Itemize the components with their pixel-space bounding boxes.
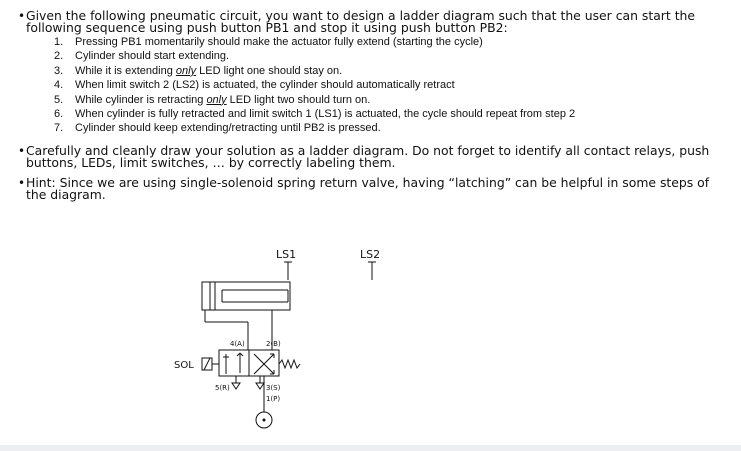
bullet-item-intro [18,8,726,35]
bullet-text: Given the following pneumatic circuit, you want to design a ladder diagram such that the user can start the following sequence using push button PB1 and stop it using push button PB2: [26,8,696,35]
bullet-text: Hint: Since we are using single-solenoid spring return valve, having “latching” can be helpful in some steps of the diagram. [26,175,710,202]
pneumatic-circuit-diagram [160,240,400,440]
port-4-label: 4(A) [230,340,245,348]
step-item: 1. Pressing PB1 momentarily should make the actuator fully extend (starting the cycle) [54,36,483,48]
step-item: 2. Cylinder should start extending. [54,50,230,63]
step-item: 3. While it is extending only LED light one should stay on. [54,64,343,77]
port-1-label: 1(P) [266,395,281,403]
bullet-marker: • [18,176,26,190]
spring-return [279,360,300,368]
solenoid-actuator [202,358,219,370]
bullet-marker: • [18,9,26,23]
directional-control-valve [219,350,279,376]
bullet-item-instructions [18,143,726,170]
step-item: 7. Cylinder should keep extending/retracting until PB2 is pressed. [54,122,381,135]
step-item: 6. When cylinder is fully retracted and limit switch 1 (LS1) is actuated, the cycle should repeat from step 2 [54,108,576,121]
step-item: 4. When limit switch 2 (LS2) is actuated, the cylinder should automatically retract [54,79,455,92]
pressure-source-dot [263,419,266,422]
exhaust-ports [232,376,264,389]
emphasis-only: only [206,93,227,106]
bullet-marker: • [18,144,26,158]
limit-switch-ls1 [284,262,292,280]
port-2-label: 2(B) [266,340,281,348]
emphasis-only: only [175,64,197,77]
ls2-label: LS2 [360,248,381,261]
bullet-text: Carefully and cleanly draw your solution as a ladder diagram. Do not forget to identify all contact relays, push buttons, LEDs, limit switches, … by correctly labeling them. [26,143,710,170]
port-5-label: 5(R) [215,384,230,392]
port-3-label: 3(S) [266,384,281,392]
sequence-steps-list [54,35,704,136]
pneumatic-cylinder [202,282,290,310]
page-bottom-edge [0,445,741,451]
sol-label: SOL [174,360,194,371]
ls1-label: LS1 [276,248,297,261]
limit-switch-ls2 [368,262,376,280]
bullet-item-hint [18,175,726,202]
step-item: 5. While cylinder is retracting only LED light two should turn on. [54,93,371,106]
